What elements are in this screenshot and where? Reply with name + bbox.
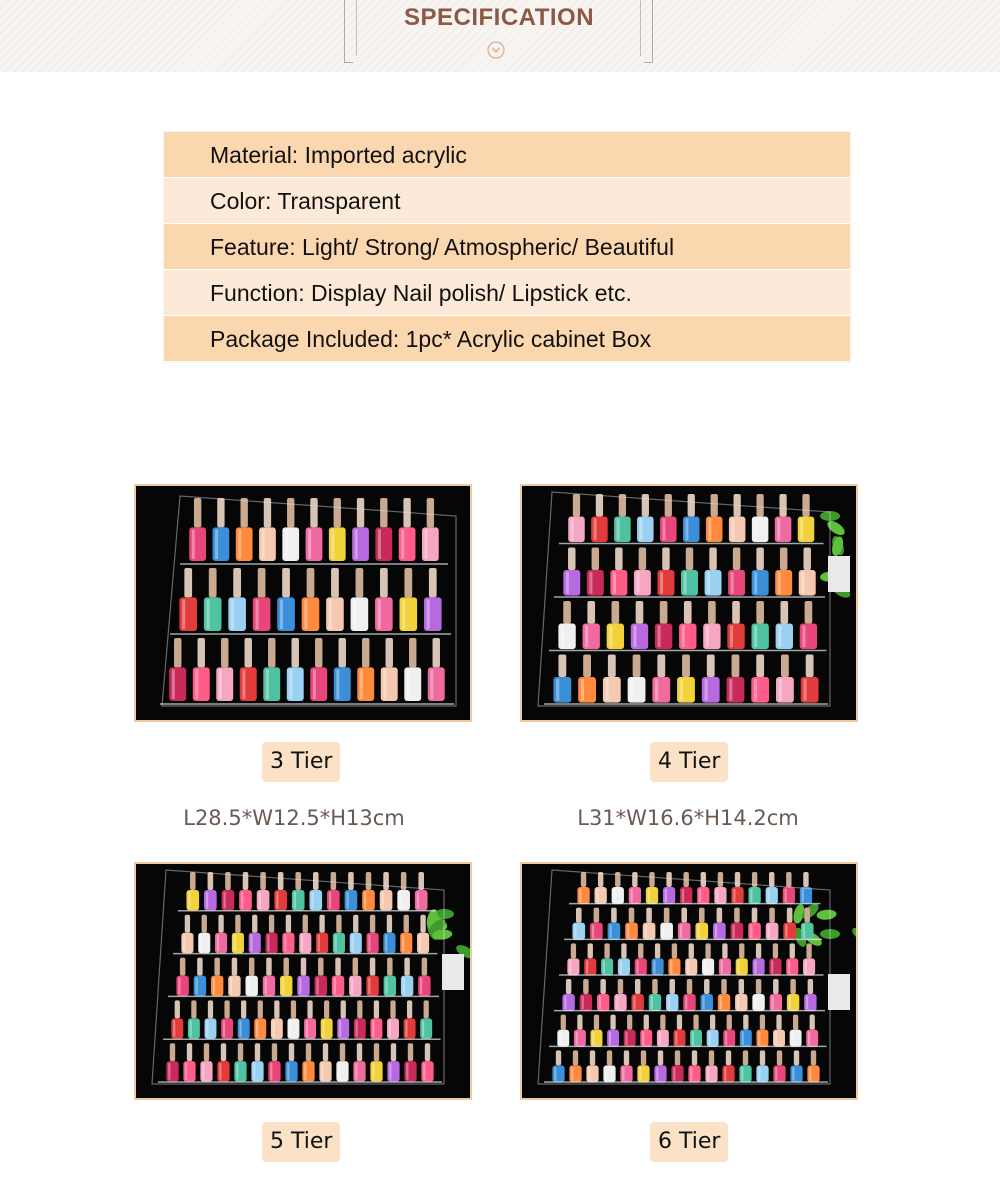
nail-polish-rack-image xyxy=(136,864,470,1098)
nail-polish-rack-image xyxy=(522,864,856,1098)
dimensions-3-tier: L28.5*W12.5*H13cm xyxy=(183,806,405,830)
section-title: SPECIFICATION xyxy=(403,4,595,31)
chevron-down-circle-icon xyxy=(486,40,506,60)
nail-polish-rack-image xyxy=(522,486,856,720)
product-photo-6-tier xyxy=(520,862,858,1100)
section-header xyxy=(0,0,1000,72)
spec-row-function: Function: Display Nail polish/ Lipstick etc. xyxy=(164,270,850,316)
tier-badge-5: 5 Tier xyxy=(262,1122,340,1162)
product-photo-4-tier xyxy=(520,484,858,722)
spec-row-feature: Feature: Light/ Strong/ Atmospheric/ Beautiful xyxy=(164,224,850,270)
product-photo-5-tier xyxy=(134,862,472,1100)
spec-row-package: Package Included: 1pc* Acrylic cabinet Box xyxy=(164,316,850,362)
tier-badge-4: 4 Tier xyxy=(650,742,728,782)
nail-polish-rack-image xyxy=(136,486,470,720)
spec-row-color: Color: Transparent xyxy=(164,178,850,224)
product-photo-3-tier xyxy=(134,484,472,722)
tier-badge-3: 3 Tier xyxy=(262,742,340,782)
dimensions-4-tier: L31*W16.6*H14.2cm xyxy=(577,806,799,830)
spec-row-material: Material: Imported acrylic xyxy=(164,132,850,178)
spec-table xyxy=(164,132,850,362)
tier-badge-6: 6 Tier xyxy=(650,1122,728,1162)
